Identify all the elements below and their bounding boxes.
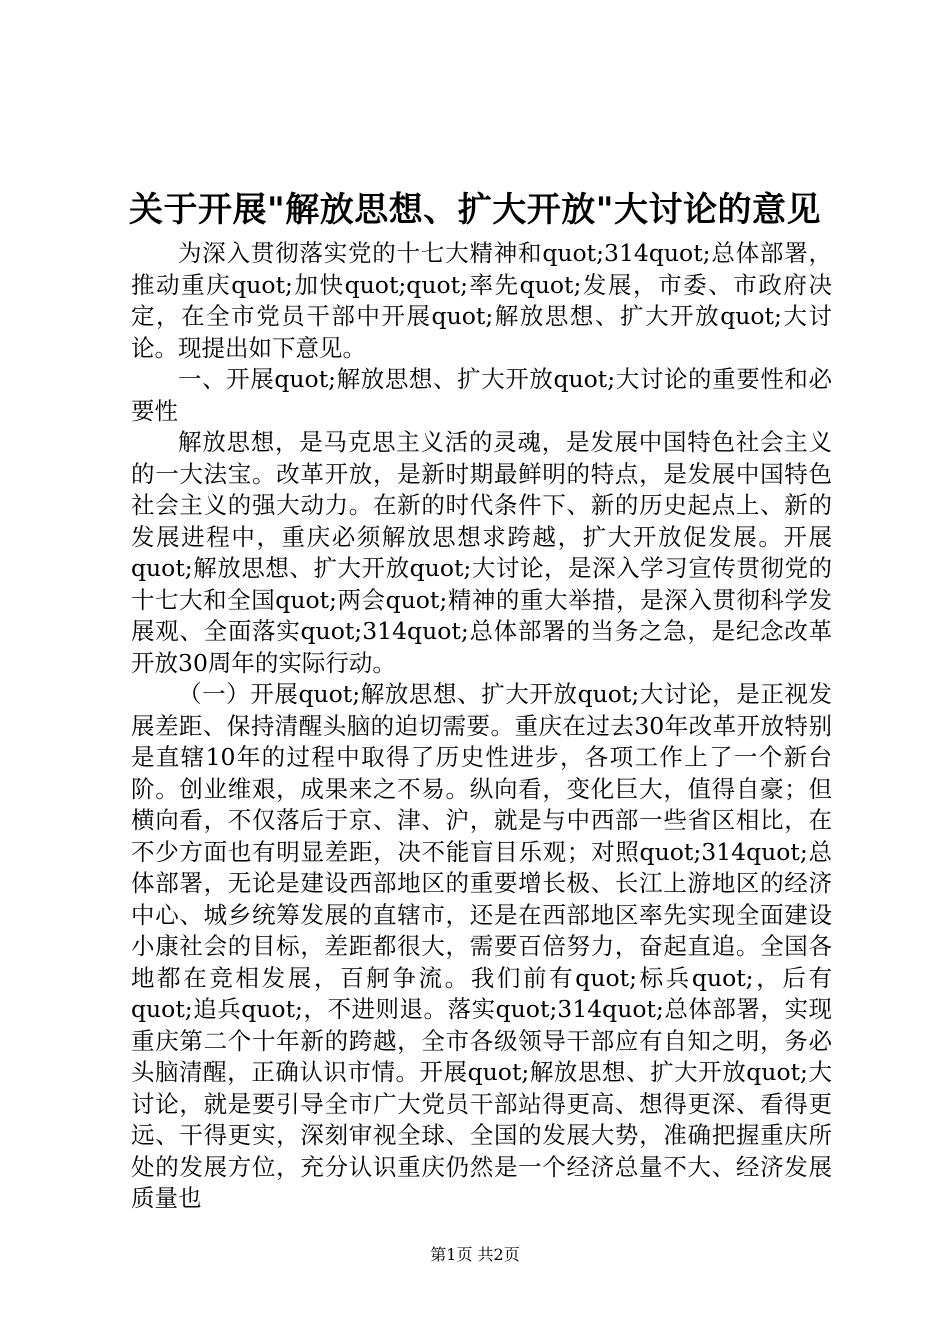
section-heading-1: 一、开展quot;解放思想、扩大开放quot;大讨论的重要性和必要性 [131, 365, 832, 425]
paragraph-subsection-1: （一）开展quot;解放思想、扩大开放quot;大讨论，是正视发展差距、保持清醒头脑的迫切需要。重庆在过去30年改革开放特别是直辖10年的过程中取得了历史性进步，各项工作上了一个新台阶。创业维艰，成果来之不易。纵向看，变化巨大，值得自豪；但横向看，不仅落后于京、津、沪，就是与中西部一些省区相比，在不少方面也有明显差距，决不能盲目乐观；对照quot;314quot;总体部署，无论是建设西部地区的重要增长极、长江上游地区的经济中心、城乡统筹发展的直辖市，还是在西部地区率先实现全面建设小康社会的目标，差距都很大，需要百倍努力，奋起直追。全国各地都在竞相发展，百舸争流。我们前有quot;标兵quot;，后有quot;追兵quot;，不进则退。落实quot;314quot;总体部署，实现重庆第二个十年新的跨越，全市各级领导干部应有自知之明，务必头脑清醒，正确认识市情。开展quot;解放思想、扩大开放quot;大讨论，就是要引导全市广大党员干部站得更高、想得更深、看得更远、干得更实，深刻审视全球、全国的发展大势，准确把握重庆所处的发展方位，充分认识重庆仍然是一个经济总量不大、经济发展质量也 [131, 680, 832, 1212]
document-title: 关于开展"解放思想、扩大开放"大讨论的意见 [129, 190, 821, 230]
paragraph-liberating-thought: 解放思想，是马克思主义活的灵魂，是发展中国特色社会主义的一大法宝。改革开放，是新时期最鲜明的特点，是发展中国特色社会主义的强大动力。在新的时代条件下、新的历史起点上、新的发展进程中，重庆必须解放思想求跨越，扩大开放促发展。开展quot;解放思想、扩大开放quot;大讨论，是深入学习宣传贯彻党的十七大和全国quot;两会quot;精神的重大举措，是深入贯彻科学发展观、全面落实quot;314quot;总体部署的当务之急，是纪念改革开放30周年的实际行动。 [131, 428, 832, 677]
page-number-footer: 第1页 共2页 [430, 1245, 520, 1264]
document-body [131, 238, 832, 1215]
paragraph-intro: 为深入贯彻落实党的十七大精神和quot;314quot;总体部署，推动重庆quot;加快quot;quot;率先quot;发展，市委、市政府决定，在全市党员干部中开展quot;解放思想、扩大开放quot;大讨论。现提出如下意见。 [131, 239, 832, 362]
